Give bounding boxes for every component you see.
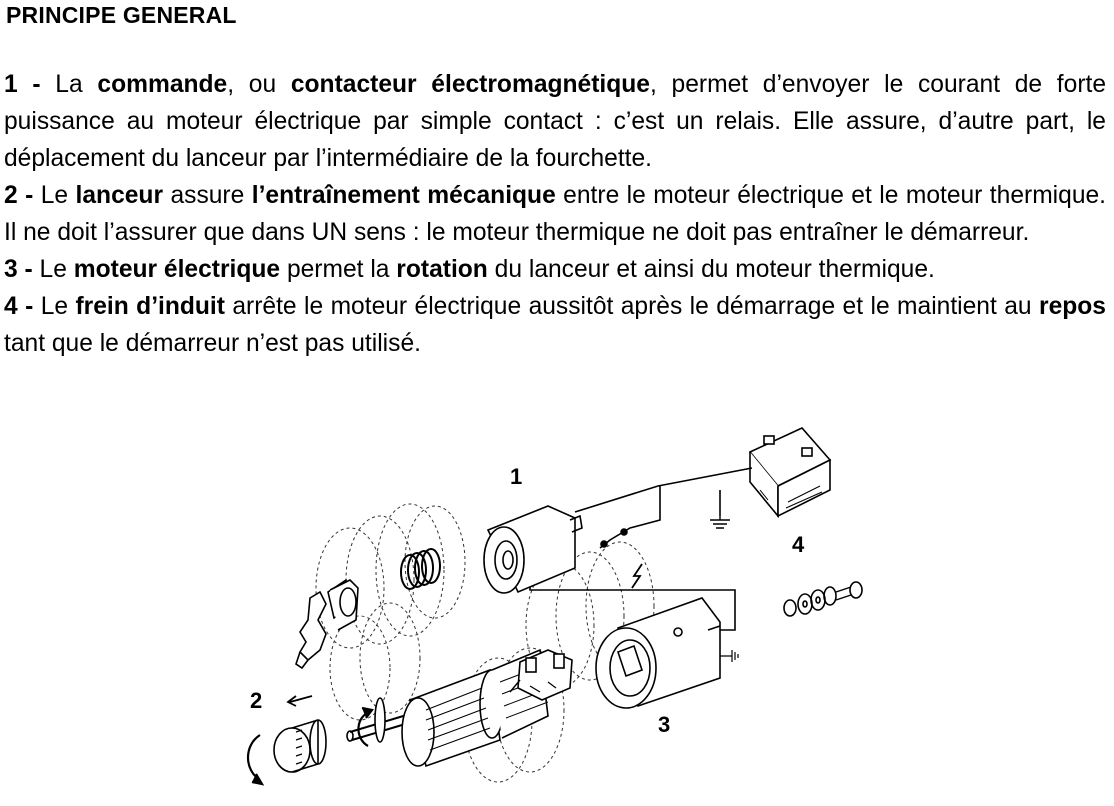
paragraph-moteur: [4, 251, 1106, 288]
text-span: tant que le démarreur n’est pas utilisé.: [4, 330, 421, 357]
bold-term: l’entraînement mécanique: [251, 182, 556, 209]
armature-brake-washers: [784, 582, 862, 616]
bold-term: moteur électrique: [73, 256, 281, 283]
text-span: entre le moteur électrique et le moteur thermique. Il ne doit l’assurer que dans UN sens : le moteur thermique ne doit pas entraîner le démarreur.: [4, 182, 1107, 246]
text-span: , permet d’envoyer le courant de forte puissance au moteur électrique par simple contact : c’est un relais. Elle assure, d’autre part, le déplacement du lanceur par l’intermédiaire de la fourchette.: [4, 71, 1107, 172]
text-span: Le: [33, 293, 76, 320]
paragraph-number: 1 -: [4, 71, 41, 98]
bold-term: contacteur électromagnétique: [290, 71, 650, 98]
paragraph-number: 3 -: [4, 256, 33, 283]
bold-term: lanceur: [75, 182, 164, 209]
bold-term: frein d’induit: [75, 293, 225, 320]
ground-icon: [710, 516, 730, 528]
direction-arrow-icon: [288, 696, 312, 706]
ground-icon: [720, 650, 738, 662]
label-2: 2: [250, 688, 263, 713]
solenoid-contactor: [484, 506, 582, 593]
shift-fork: [296, 592, 326, 668]
label-1: 1: [510, 464, 523, 489]
drive-pinion: [274, 720, 326, 772]
paragraph-number: 4 -: [4, 293, 34, 320]
page-title: PRINCIPE GENERAL: [6, 2, 237, 28]
battery-icon: [750, 428, 830, 516]
bold-term: commande: [97, 71, 228, 98]
paragraph-frein: [4, 288, 1106, 362]
bold-term: repos: [1039, 293, 1106, 320]
plunger-cylinder: [328, 580, 358, 630]
text-span: , ou: [227, 71, 291, 98]
brush-holder: [518, 650, 572, 700]
label-3: 3: [658, 712, 671, 737]
text-span: du lanceur et ainsi du moteur thermique.: [487, 256, 935, 283]
starter-exploded-diagram: [230, 420, 890, 806]
text-span: arrête le moteur électrique aussitôt après le démarrage et le maintient au: [224, 293, 1039, 320]
armature: [347, 650, 548, 766]
text-span: La: [40, 71, 98, 98]
text-span: permet la: [280, 256, 397, 283]
text-span: assure: [163, 182, 252, 209]
motor-housing: [596, 598, 720, 708]
text-span: Le: [32, 256, 74, 283]
paragraph-number: 2 -: [4, 182, 34, 209]
lightning-icon: [632, 564, 642, 588]
label-4: 4: [792, 532, 805, 557]
paragraph-commande: [4, 66, 1106, 177]
text-span: Le: [33, 182, 76, 209]
body-text: [4, 66, 1106, 362]
bold-term: rotation: [396, 256, 488, 283]
paragraph-lanceur: [4, 177, 1106, 251]
